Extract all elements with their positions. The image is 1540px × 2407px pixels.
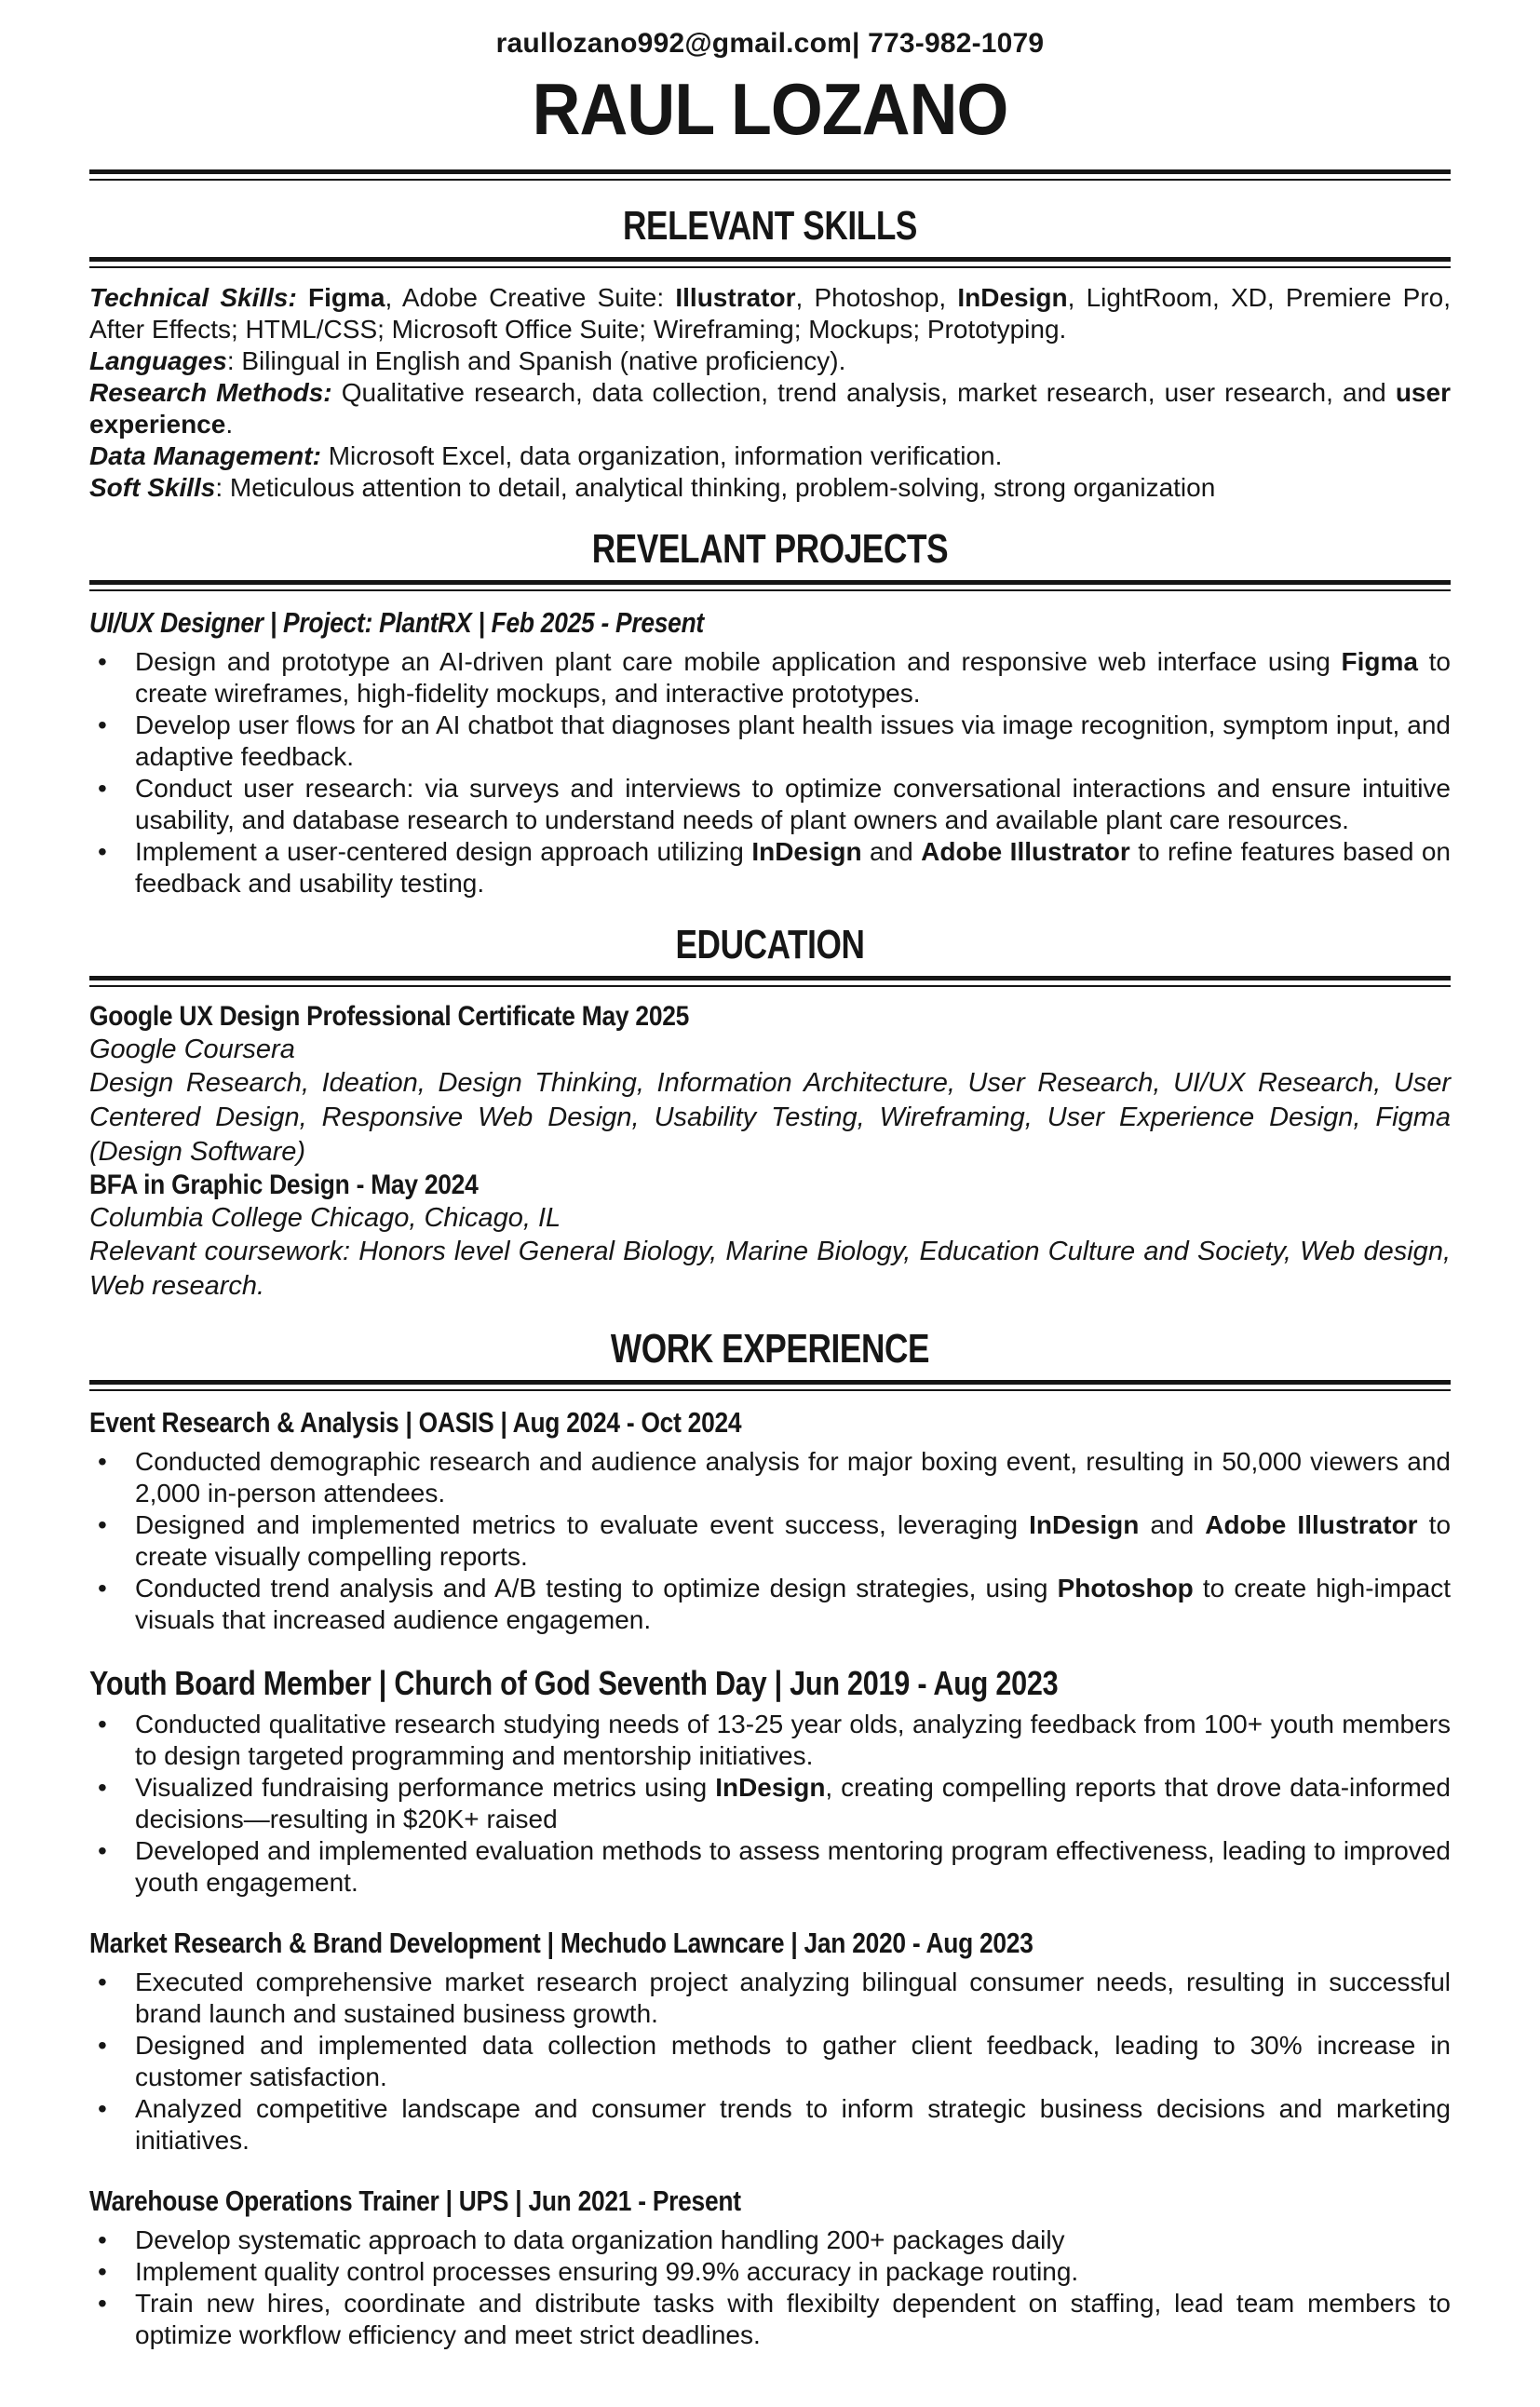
education-degree: BFA in Graphic Design - May 2024 [89,1170,479,1201]
bullet-item: • Conducted demographic research and audience analysis for major boxing event, resulting in 50,000 viewers and 2,000 in-person attendees. [89,1446,1451,1509]
bullet-item: • Implement a user-centered design approach utilizing InDesign and Adobe Illustrator to refine features based on feedback and usability testing. [89,836,1451,899]
divider-rule [89,580,1451,591]
bullet-item: • Implement quality control processes ensuring 99.9% accuracy in package routing. [89,2256,1451,2288]
skills-line-technical: Technical Skills: Figma, Adobe Creative Suite: Illustrator, Photoshop, InDesign, LightRoom, XD, Premiere Pro, After Effects; HTML/CSS; Microsoft Office Suite; Wireframing; Mockups; Prototyping. [89,283,1451,345]
job-heading: Event Research & Analysis | OASIS | Aug 2024 - Oct 2024 [89,1406,742,1440]
job-heading: Youth Board Member | Church of God Seventh Day | Jun 2019 - Aug 2023 [89,1664,1059,1703]
job-entry-mechudo [89,1927,1451,2157]
section-title-skills: RELEVANT SKILLS [622,203,918,249]
bullet-item: • Design and prototype an AI-driven plant care mobile application and responsive web interface using Figma to create wireframes, high-fidelity mockups, and interactive prototypes. [89,646,1451,710]
contact-line: raullozano992@gmail.com| 773-982-1079 [495,28,1045,59]
section-title-education: EDUCATION [675,922,865,968]
resume-header [89,28,1451,150]
skills-body [89,282,1451,504]
job-entry-ups [89,2184,1451,2351]
bullet-item: • Conduct user research: via surveys and interviews to optimize conversational interactions and ensure intuitive usability, and database research to understand needs of plant owners and available plant care resources. [89,773,1451,836]
projects-body [89,606,1451,899]
section-relevant-projects [89,528,1451,899]
bullet-item: • Conducted qualitative research studying needs of 13-25 year olds, analyzing feedback from 100+ youth members to design targeted programming and mentorship initiatives. [89,1709,1451,1772]
education-entry [89,1001,1451,1170]
education-body [89,1001,1451,1304]
job-heading: Market Research & Brand Development | Mechudo Lawncare | Jan 2020 - Aug 2023 [89,1927,1033,1960]
job-entry-church [89,1664,1451,1899]
section-title-work: WORK EXPERIENCE [610,1326,930,1373]
job-heading: Warehouse Operations Trainer | UPS | Jun 2021 - Present [89,2184,741,2218]
job-bullet-list [89,1709,1451,1899]
education-degree: Google UX Design Professional Certificate May 2025 [89,1001,690,1033]
section-work-experience [89,1328,1451,2351]
bullet-item: • Designed and implemented metrics to evaluate event success, leveraging InDesign and Adobe Illustrator to create visually compelling reports. [89,1509,1451,1573]
divider-rule [89,169,1451,181]
bullet-item: • Executed comprehensive market research project analyzing bilingual consumer needs, resulting in successful brand launch and sustained business growth. [89,1967,1451,2030]
section-relevant-skills [89,205,1451,504]
divider-rule [89,1380,1451,1391]
section-title-projects: REVELANT PROJECTS [591,526,949,573]
bullet-item: • Visualized fundraising performance metrics using InDesign, creating compelling reports that drove data-informed decisions—resulting in $20K+ raised [89,1772,1451,1835]
divider-rule [89,976,1451,987]
bullet-item: • Develop user flows for an AI chatbot that diagnoses plant health issues via image recognition, symptom input, and adaptive feedback. [89,710,1451,773]
skills-line-languages: Languages: Bilingual in English and Spanish (native proficiency). [89,346,846,376]
bullet-item: • Develop systematic approach to data organization handling 200+ packages daily [89,2224,1451,2256]
education-school: Columbia College Chicago, Chicago, IL [89,1203,561,1234]
divider-rule [89,257,1451,268]
project-bullet-list [89,646,1451,899]
education-school: Google Coursera [89,1034,295,1065]
job-entry-oasis [89,1406,1451,1636]
education-details: Relevant coursework: Honors level General Biology, Marine Biology, Education Culture and Society, Web design, Web research. [89,1237,1451,1302]
education-entry [89,1170,1451,1304]
project-heading: UI/UX Designer | Project: PlantRX | Feb 2025 - Present [89,606,704,640]
job-bullet-list [89,2224,1451,2351]
bullet-item: • Designed and implemented data collection methods to gather client feedback, leading to 30% increase in customer satisfaction. [89,2030,1451,2093]
education-details: Design Research, Ideation, Design Thinking, Information Architecture, User Research, UI/UX Research, User Centered Design, Responsive Web Design, Usability Testing, Wireframing, User Experience Design, Figma (Design Software) [89,1068,1451,1168]
bullet-item: • Train new hires, coordinate and distribute tasks with flexibilty dependent on staffing, lead team members to optimize workflow efficiency and meet strict deadlines. [89,2288,1451,2351]
section-education [89,924,1451,1304]
skills-line-data-management: Data Management: Microsoft Excel, data organization, information verification. [89,441,1003,471]
job-bullet-list [89,1967,1451,2157]
work-body [89,1406,1451,2350]
skills-line-soft-skills: Soft Skills: Meticulous attention to detail, analytical thinking, problem-solving, strong organization [89,473,1216,503]
bullet-item: • Analyzed competitive landscape and consumer trends to inform strategic business decisions and marketing initiatives. [89,2093,1451,2157]
bullet-item: • Conducted trend analysis and A/B testing to optimize design strategies, using Photoshop to create high-impact visuals that increased audience engagemen. [89,1573,1451,1636]
skills-line-research-methods: Research Methods: Qualitative research, data collection, trend analysis, market research, user research, and user experience. [89,378,1451,439]
resume-name: RAUL LOZANO [532,68,1008,150]
job-bullet-list [89,1446,1451,1636]
bullet-item: • Developed and implemented evaluation methods to assess mentoring program effectiveness, leading to improved youth engagement. [89,1835,1451,1899]
